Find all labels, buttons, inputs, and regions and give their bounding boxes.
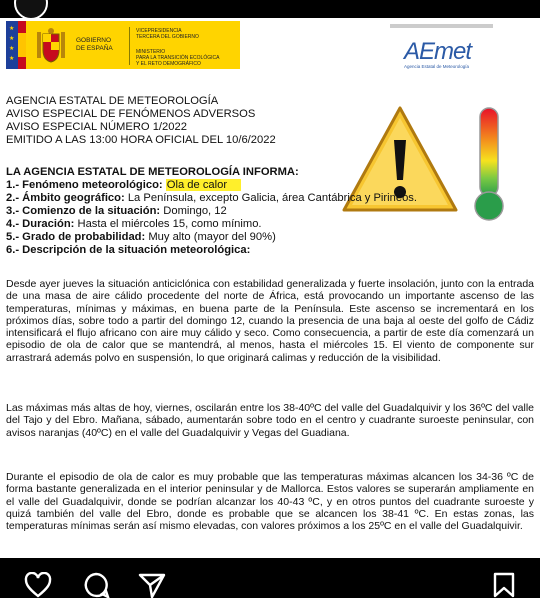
aemet-top-line bbox=[390, 24, 493, 28]
logo-divider bbox=[129, 27, 130, 65]
ministerio-text: MINISTERIO PARA LA TRANSICIÓN ECOLÓGICA Y EL RETO DEMOGRÁFICO bbox=[136, 49, 220, 67]
spain-flag bbox=[18, 21, 26, 69]
paragraph-3: Durante el episodio de ola de calor es muy probable que las temperaturas máximas alcancen los 34-36 ºC de forma bastante generalizada en el interior peninsular y de Mallorca. Estos valores se superarán ampliamente en el valle del Guadalquivir, donde se podrían alcanzar los 40-43 ºC, y en otros puntos del cuadrante suroeste y quizá también del valle del Ebro, donde es probable que se alcancen los 38-41 ºC. En estas zonas, las temperaturas mínimas serán así mismo elevadas, con valores próximos a los 25ºC en el valle del Guadalquivir. bbox=[6, 471, 534, 533]
aemet-logo-text: AEmet bbox=[404, 38, 472, 65]
agency-line: AGENCIA ESTATAL DE METEOROLOGÍA bbox=[6, 95, 219, 107]
vicepresidencia-text: VICEPRESIDENCIA TERCERA DEL GOBIERNO bbox=[136, 28, 199, 40]
coat-of-arms-icon bbox=[34, 28, 68, 64]
heart-icon[interactable] bbox=[24, 572, 52, 598]
item-description: 6.- Descripción de la situación meteorológica: bbox=[6, 244, 251, 256]
gobierno-text: GOBIERNO DE ESPAÑA bbox=[76, 37, 113, 52]
item-duration: 4.- Duración: Hasta el miércoles 15, como mínimo. bbox=[6, 218, 262, 230]
issued-line: EMITIDO A LAS 13:00 HORA OFICIAL DEL 10/6/2022 bbox=[6, 134, 276, 146]
phenomenon-value-highlight: Ola de calor bbox=[166, 179, 241, 191]
informa-section bbox=[6, 166, 486, 257]
share-icon[interactable] bbox=[138, 572, 166, 598]
paragraph-2: Las máximas más altas de hoy, viernes, oscilarán entre los 38-40ºC del valle del Guadalquivir y los 36ºC del valle del Tajo y del Ebro. Mañana, sábado, aumentarán sobre todo en el centro y cuadrante suroeste peninsular, con avisos naranjas (40ºC) en el valle del Guadalquivir y Vegas del Guadiana. bbox=[6, 402, 534, 439]
comment-icon[interactable] bbox=[82, 572, 110, 598]
item-start: 3.- Comienzo de la situación: Domingo, 12 bbox=[6, 205, 227, 217]
notice-number-line: AVISO ESPECIAL NÚMERO 1/2022 bbox=[6, 121, 187, 133]
notice-header bbox=[6, 95, 276, 147]
aemet-logo-subtitle: Agencia Estatal de Meteorología bbox=[404, 64, 470, 69]
instagram-top-bar bbox=[0, 0, 540, 18]
avatar[interactable] bbox=[14, 0, 48, 20]
item-probability: 5.- Grado de probabilidad: Muy alto (mayor del 90%) bbox=[6, 231, 276, 243]
gobierno-logo bbox=[6, 21, 240, 69]
item-phenomenon: 1.- Fenómeno meteorológico: Ola de calor bbox=[6, 179, 486, 192]
aemet-logo bbox=[404, 38, 484, 69]
post-image bbox=[0, 18, 540, 558]
paragraph-1: Desde ayer jueves la situación anticiclónica con estabilidad generalizada y fuerte insolación, junto con la entrada de una masa de aire cálido procedente del norte de África, está provocando un importante ascenso de las temperaturas, mínimas y máximas, en buena parte de la Península. Este ascenso se incrementará en los próximos días, sobre todo a partir del domingo 12, cuando la presencia de una baja al oeste del golfo de Cádiz intensificará el flujo africano con aire muy cálido y seco. Como consecuencia, a partir de este día comenzará un episodio de ola de calor que se mantendrá, al menos, hasta el miércoles 15. El viento de componente sur arrastrará además polvo en suspensión, lo que originará calimas y reducción de la visibilidad. bbox=[6, 278, 534, 364]
instagram-action-bar bbox=[0, 558, 540, 594]
notice-type-line: AVISO ESPECIAL DE FENÓMENOS ADVERSOS bbox=[6, 108, 256, 120]
eu-flag: ★ ★ ★ ★ bbox=[6, 21, 18, 69]
bookmark-icon[interactable] bbox=[492, 572, 516, 598]
informa-title: LA AGENCIA ESTATAL DE METEOROLOGÍA INFORMA: bbox=[6, 166, 299, 178]
item-scope: 2.- Ámbito geográfico: La Península, excepto Galicia, área Cantábrica y Pirineos. bbox=[6, 192, 417, 204]
